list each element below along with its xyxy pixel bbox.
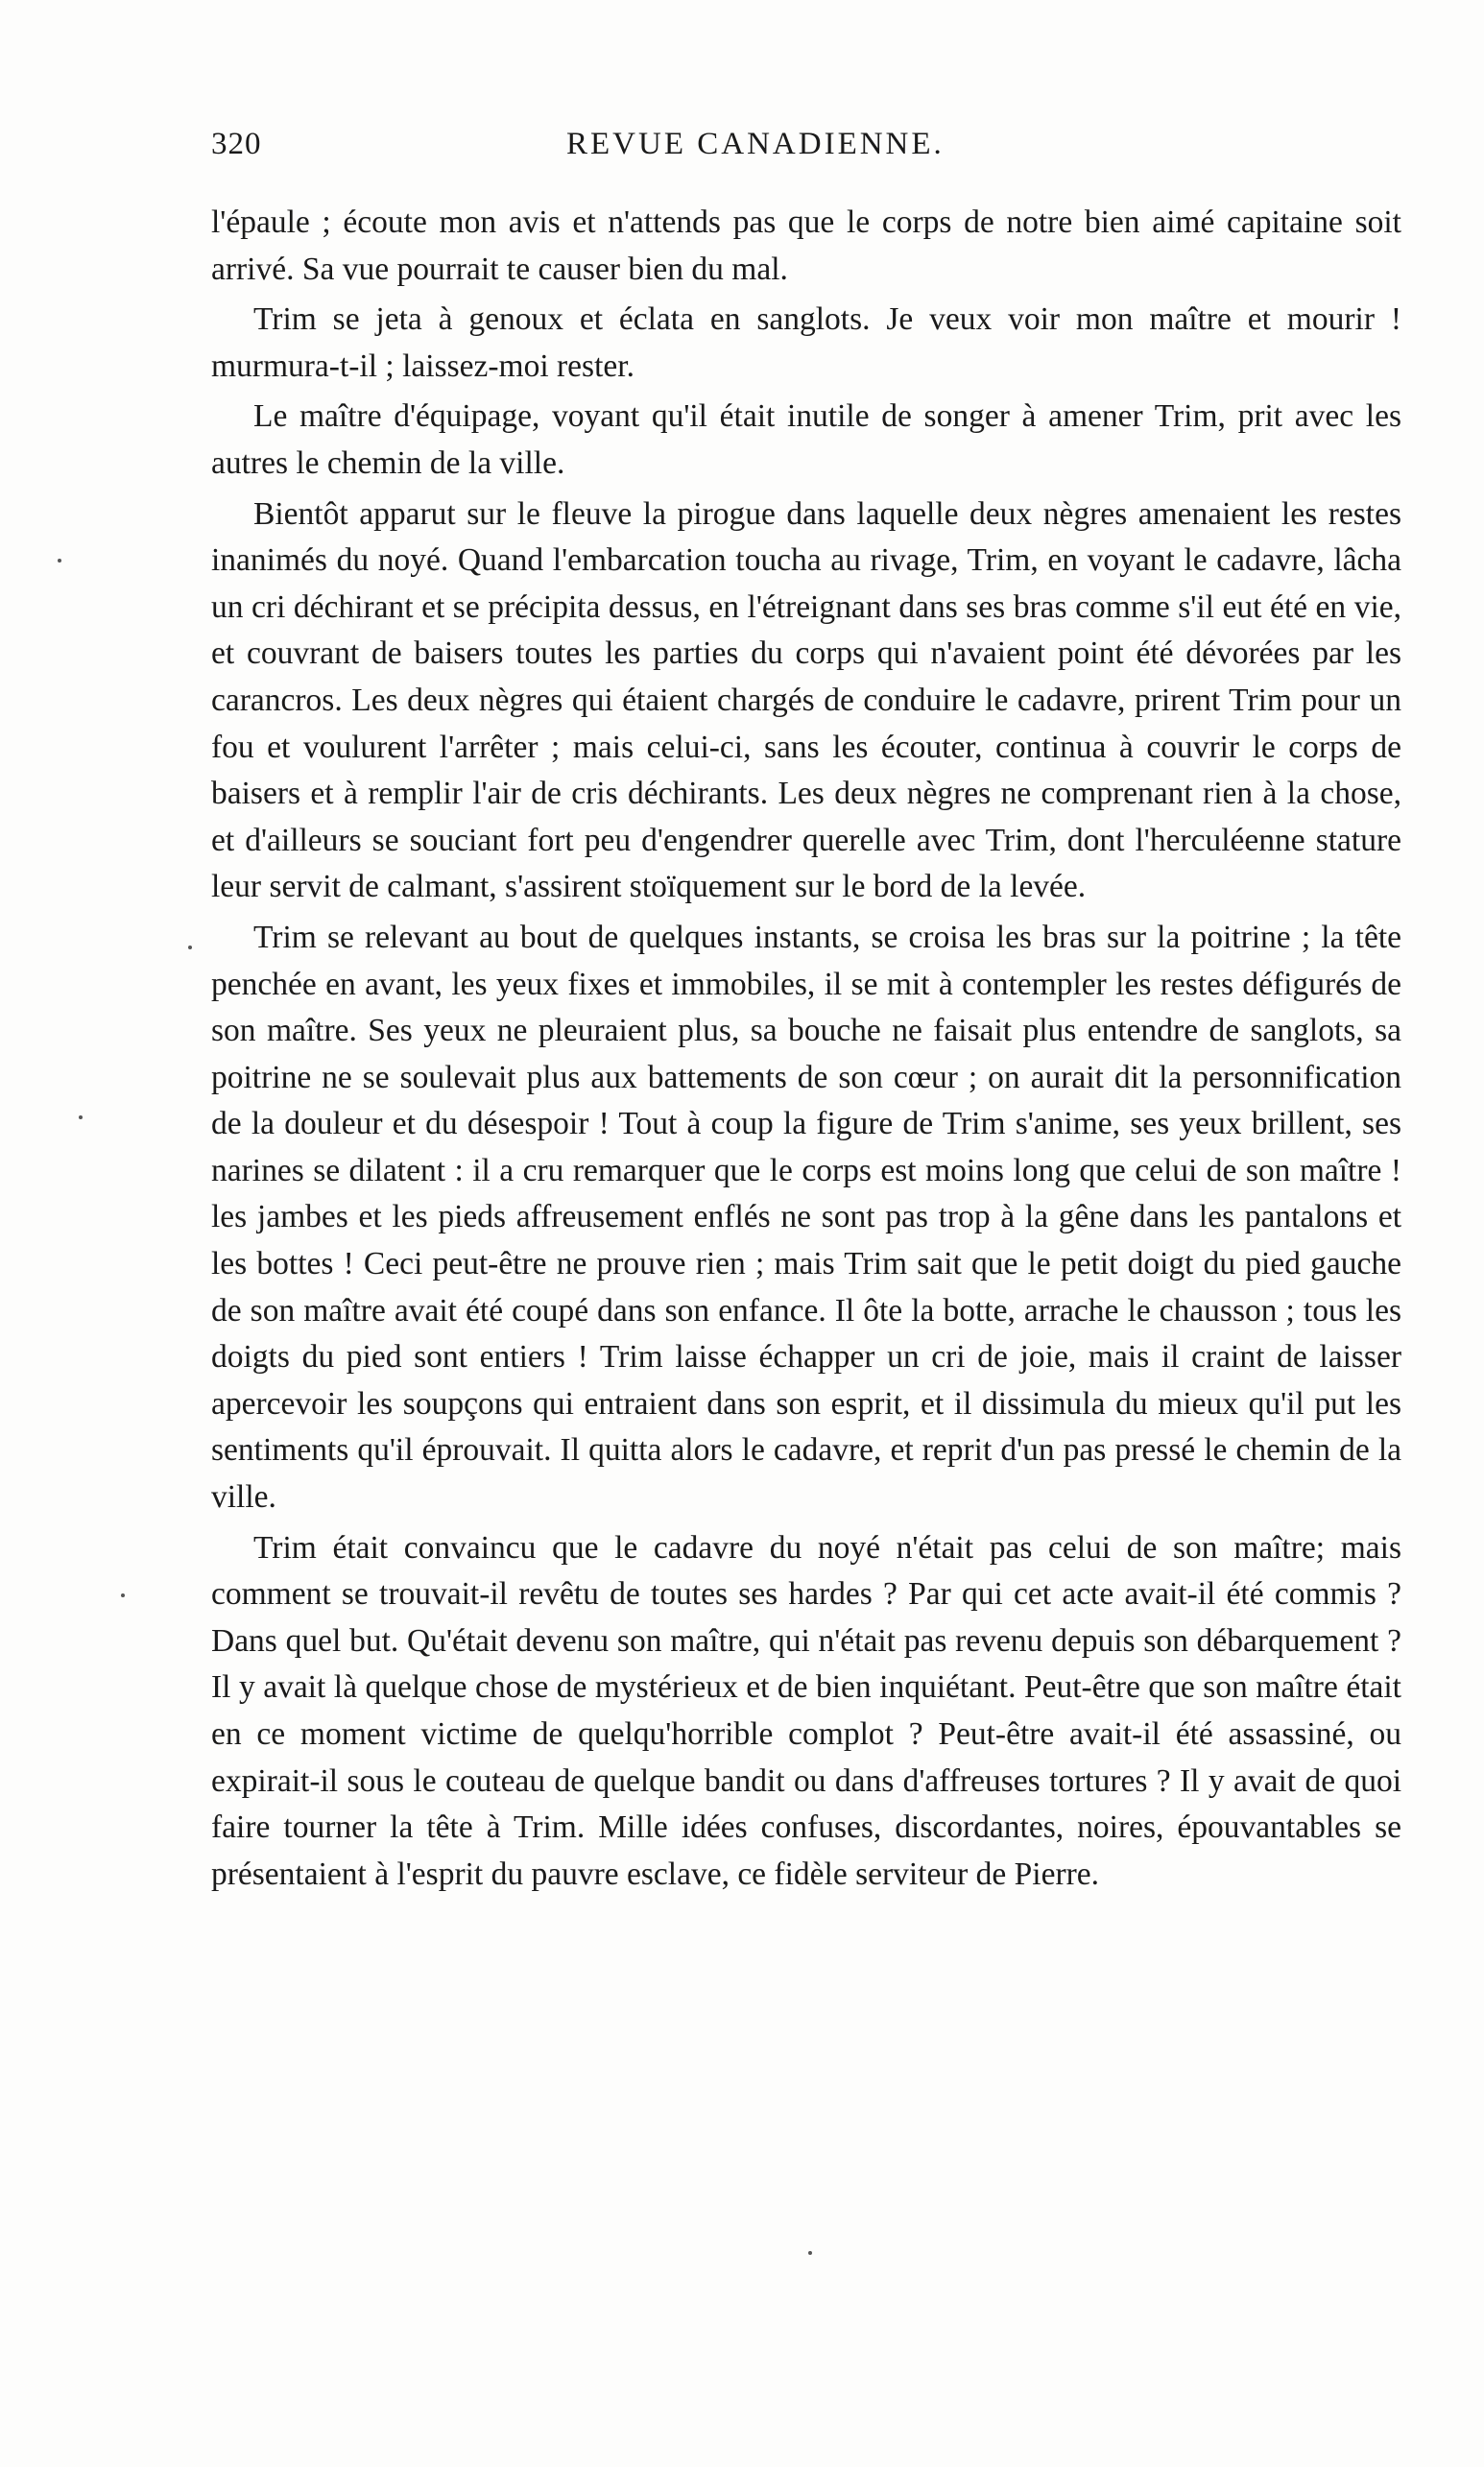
paragraph: Trim était convaincu que le cadavre du noyé n'était pas celui de son maître; mais comment se trouvait-il revêtu de toutes ses hardes ? Par qui cet acte avait-il été commis ? Dans quel but. Qu'était devenu son maître, qui n'était pas revenu depuis son débarquement ? Il y avait là quelque chose de mystérieux et de bien inquiétant. Peut-être que son maître était en ce moment victime de quelqu'horrible complot ? Peut-être avait-il été assassiné, ou expirait-il sous le couteau de quelque bandit ou dans d'affreuses tortures ? Il y avait de quoi faire tourner la tête à Trim. Mille idées confuses, discordantes, noires, épouvantables se présentaient à l'esprit du pauvre esclave, ce fidèle serviteur de Pierre. (211, 1529, 1401, 1892)
paragraph: Bientôt apparut sur le fleuve la pirogue dans laquelle deux nègres amenaient les restes inanimés du noyé. Quand l'embarcation toucha au rivage, Trim, en voyant le cadavre, lâcha un cri déchirant et se précipita dessus, en l'étreignant dans ses bras comme s'il eut été en vie, et couvrant de baisers toutes les parties du corps qui n'avaient point été dévorées par les carancros. Les deux nègres qui étaient chargés de conduire le cadavre, prirent Trim pour un fou et voulurent l'arrêter ; mais celui-ci, sans les écouter, continua à couvrir le corps de baisers et à remplir l'air de cris déchirants. Les deux nègres ne comprenant rien à la chose, et d'ailleurs se souciant fort peu d'engendrer querelle avec Trim, dont l'herculéenne stature leur servit de calmant, s'assirent stoïquement sur le bord de la levée. (211, 495, 1401, 905)
paragraph: Le maître d'équipage, voyant qu'il était inutile de songer à amener Trim, prit avec les autres le chemin de la ville. (211, 398, 1401, 481)
margin-speck (58, 559, 61, 563)
paragraph: l'épaule ; écoute mon avis et n'attends pas que le corps de notre bien aimé capitaine soit arrivé. Sa vue pourrait te causer bien du mal. (211, 204, 1401, 287)
running-title: REVUE CANADIENNE. (566, 127, 945, 161)
margin-speck (121, 1593, 125, 1597)
page-number: 320 (211, 127, 262, 161)
margin-speck (79, 1115, 83, 1119)
paragraph: Trim se jeta à genoux et éclata en sanglots. Je veux voir mon maître et mourir ! murmura-t-il ; laissez-moi rester. (211, 301, 1401, 384)
running-header (211, 127, 1401, 175)
margin-speck (188, 946, 192, 949)
paragraph: Trim se relevant au bout de quelques instants, se croisa les bras sur la poitrine ; la tête penchée en avant, les yeux fixes et immobiles, il se mit à contempler les restes défigurés de son maître. Ses yeux ne pleuraient plus, sa bouche ne faisait plus entendre de sanglots, sa poitrine ne se soulevait plus aux battements de son cœur ; on aurait dit la personnification de la douleur et du désespoir ! Tout à coup la figure de Trim s'anime, ses yeux brillent, ses narines se dilatent : il a cru remarquer que le corps est moins long que celui de son maître ! les jambes et les pieds affreusement enflés ne sont pas trop à la gêne dans les pantalons et les bottes ! Ceci peut-être ne prouve rien ; mais Trim sait que le petit doigt du pied gauche de son maître avait été coupé dans son enfance. Il ôte la botte, arrache le chausson ; tous les doigts du pied sont entiers ! Trim laisse échapper un cri de joie, mais il craint de laisser apercevoir les soupçons qui entraient dans son esprit, et il dissimula du mieux qu'il put les sentiments qu'il éprouvait. Il quitta alors le cadavre, et reprit d'un pas pressé le chemin de la ville. (211, 919, 1401, 1516)
margin-speck (808, 2251, 812, 2255)
body-text (211, 200, 1401, 1902)
